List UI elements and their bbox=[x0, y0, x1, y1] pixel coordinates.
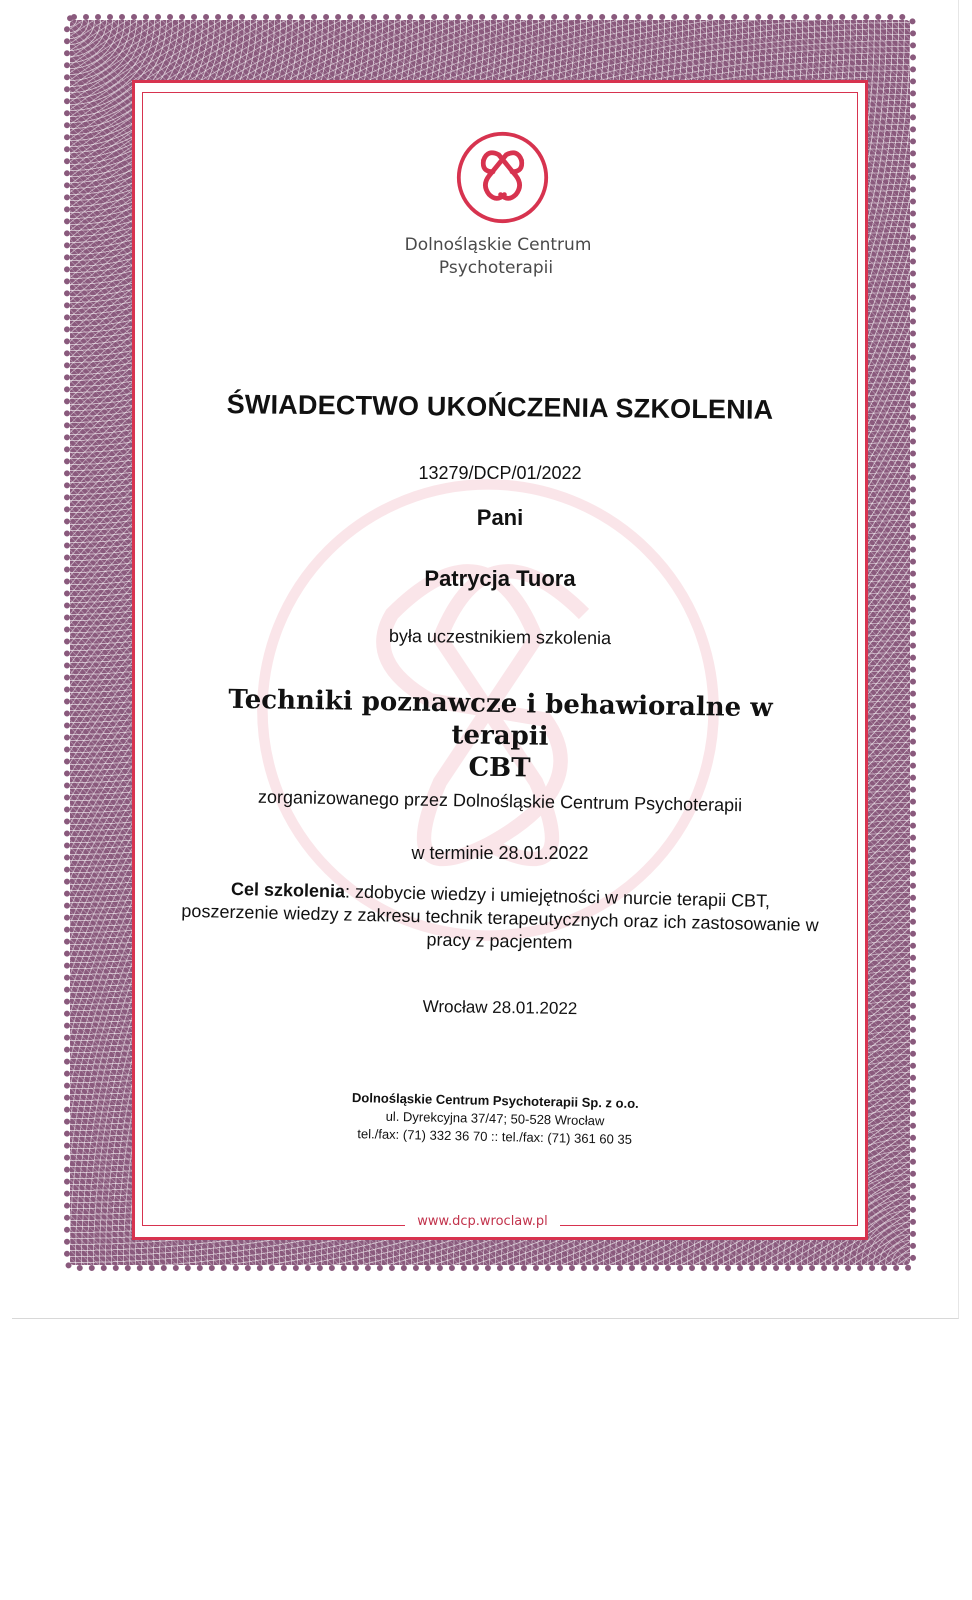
course-title-line2: CBT bbox=[468, 752, 531, 784]
training-date: w terminie 28.01.2022 bbox=[411, 843, 589, 863]
goal-text: : zdobycie wiedzy i umiejętności w nurcie terapii CBT, poszerzenie wiedzy z zakresu technik terapeutycznych oraz ich zastosowanie w pracy z pacjentem bbox=[181, 881, 819, 953]
participation-statement: była uczestnikiem szkolenia bbox=[388, 625, 612, 649]
footer-phones: tel./fax: (71) 332 36 70 :: tel./fax: (71) 361 60 35 bbox=[357, 1126, 633, 1147]
organization-name-line1: Dolnośląskie Centrum bbox=[404, 235, 592, 255]
salutation: Pani bbox=[476, 505, 524, 530]
organised-by: zorganizowanego przez Dolnośląskie Centrum Psychoterapii bbox=[257, 786, 743, 816]
footer-company: Dolnośląskie Centrum Psychoterapii Sp. z o.o. bbox=[351, 1090, 639, 1112]
footer-address: ul. Dyrekcyjna 37/47; 50-528 Wrocław bbox=[385, 1108, 605, 1129]
goal-label: Cel szkolenia bbox=[230, 878, 346, 902]
recipient-name: Patrycja Tuora bbox=[424, 566, 576, 591]
website-link[interactable]: www.dcp.wroclaw.pl bbox=[417, 1214, 548, 1229]
training-goal bbox=[179, 877, 820, 961]
certificate-number: 13279/DCP/01/2022 bbox=[418, 463, 582, 483]
dcp-logo-icon bbox=[455, 130, 550, 225]
organization-name-line2: Psychoterapii bbox=[438, 258, 554, 278]
course-title-line1: Techniki poznawcze i behawioralne w terapii bbox=[228, 684, 773, 752]
place-and-date: Wrocław 28.01.2022 bbox=[422, 996, 578, 1019]
course-title bbox=[189, 683, 810, 789]
certificate-title: ŚWIADECTWO UKOŃCZENIA SZKOLENIA bbox=[226, 389, 774, 425]
